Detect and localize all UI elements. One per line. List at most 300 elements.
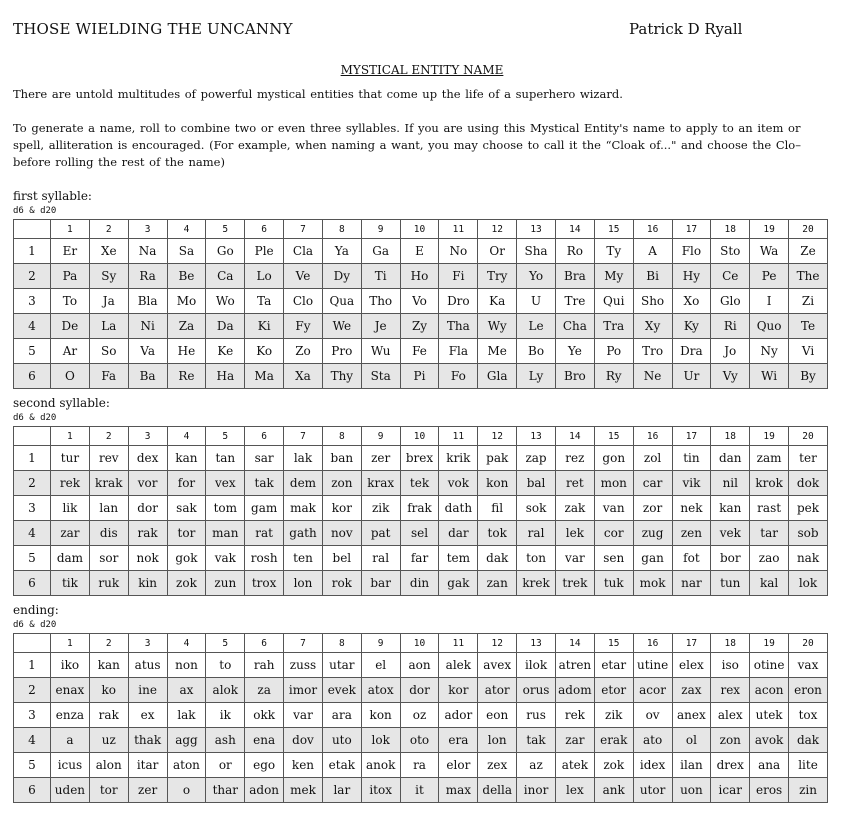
syllable-cell: Ur [672, 364, 711, 389]
section-heading: MYSTICAL ENTITY NAME [340, 63, 504, 77]
syllable-cell: krak [89, 471, 128, 496]
instructions-paragraph: To generate a name, roll to combine two or even three syllables. If you are using this Mystical Entity's name to apply to an item or spell, alliteration is encouraged. (For example, when naming a want, you may choose to call it the “Cloak of..." and choose the Clo– before rolling the rest of the name) [13, 121, 801, 169]
syllable-cell: Zo [284, 339, 323, 364]
syllable-cell: Ja [89, 289, 128, 314]
syllable-cell: pek [789, 496, 828, 521]
table-header-row [14, 634, 828, 653]
row-number: 3 [14, 703, 51, 728]
syllable-cell: Fy [284, 314, 323, 339]
syllable-cell: tor [167, 521, 206, 546]
syllable-cell: brex [400, 446, 439, 471]
table-label-ending: ending: [13, 603, 59, 617]
column-header: 4 [167, 634, 206, 653]
row-number: 6 [14, 571, 51, 596]
syllable-cell: lok [361, 728, 400, 753]
syllable-cell: Ri [711, 314, 750, 339]
syllable-cell: krek [517, 571, 556, 596]
column-header: 10 [400, 427, 439, 446]
column-header: 15 [594, 220, 633, 239]
dice-label-second-syllable: d6 & d20 [13, 413, 57, 423]
syllable-cell: E [400, 239, 439, 264]
column-header: 2 [89, 634, 128, 653]
syllable-cell: kon [361, 703, 400, 728]
syllable-cell: Je [361, 314, 400, 339]
syllable-cell: bor [711, 546, 750, 571]
syllable-cell: O [51, 364, 90, 389]
syllable-cell: To [51, 289, 90, 314]
row-number: 2 [14, 471, 51, 496]
syllable-cell: rus [517, 703, 556, 728]
column-header: 8 [322, 427, 361, 446]
syllable-cell: Ro [555, 239, 594, 264]
syllable-cell: frak [400, 496, 439, 521]
syllable-cell: ine [128, 678, 167, 703]
table-row [14, 778, 828, 803]
syllable-cell: Ka [478, 289, 517, 314]
syllable-cell: dath [439, 496, 478, 521]
table-row [14, 339, 828, 364]
syllable-cell: kin [128, 571, 167, 596]
syllable-cell: zen [672, 521, 711, 546]
syllable-cell: icus [51, 753, 90, 778]
syllable-cell: trox [245, 571, 284, 596]
syllable-cell: elor [439, 753, 478, 778]
syllable-cell: tem [439, 546, 478, 571]
syllable-cell: Xa [284, 364, 323, 389]
syllable-cell: dar [439, 521, 478, 546]
syllable-cell: tor [89, 778, 128, 803]
syllable-cell: tak [517, 728, 556, 753]
syllable-cell: My [594, 264, 633, 289]
syllable-cell: thak [128, 728, 167, 753]
syllable-cell: ena [245, 728, 284, 753]
syllable-cell: Bro [555, 364, 594, 389]
syllable-cell: Lo [245, 264, 284, 289]
syllable-cell: Ho [400, 264, 439, 289]
table-header-row [14, 427, 828, 446]
syllable-cell: zao [750, 546, 789, 571]
syllable-cell: Pe [750, 264, 789, 289]
column-header: 13 [517, 634, 556, 653]
syllable-cell: sak [167, 496, 206, 521]
syllable-cell: A [633, 239, 672, 264]
table-row [14, 289, 828, 314]
syllable-cell: zak [555, 496, 594, 521]
syllable-cell: Tha [439, 314, 478, 339]
column-header: 12 [478, 427, 517, 446]
syllable-cell: Tho [361, 289, 400, 314]
column-header: 19 [750, 427, 789, 446]
syllable-cell: for [167, 471, 206, 496]
syllable-cell: mek [284, 778, 323, 803]
syllable-cell: ra [400, 753, 439, 778]
syllable-cell: Thy [322, 364, 361, 389]
syllable-cell: Xy [633, 314, 672, 339]
syllable-cell: atren [555, 653, 594, 678]
table-row [14, 571, 828, 596]
syllable-cell: gon [594, 446, 633, 471]
syllable-cell: lek [555, 521, 594, 546]
syllable-cell: tar [750, 521, 789, 546]
dice-label-ending: d6 & d20 [13, 620, 57, 630]
table-corner-cell [14, 427, 51, 446]
syllable-cell: ral [517, 521, 556, 546]
syllable-cell: az [517, 753, 556, 778]
syllable-cell: Ry [594, 364, 633, 389]
syllable-cell: tok [478, 521, 517, 546]
syllable-cell: var [555, 546, 594, 571]
syllable-cell: kor [439, 678, 478, 703]
syllable-cell: U [517, 289, 556, 314]
syllable-cell: era [439, 728, 478, 753]
syllable-cell: Sto [711, 239, 750, 264]
column-header: 12 [478, 220, 517, 239]
syllable-cell: oz [400, 703, 439, 728]
syllable-cell: ko [89, 678, 128, 703]
row-number: 1 [14, 653, 51, 678]
syllable-cell: za [245, 678, 284, 703]
syllable-cell: drex [711, 753, 750, 778]
syllable-cell: zok [167, 571, 206, 596]
syllable-cell: sob [789, 521, 828, 546]
syllable-cell: zon [322, 471, 361, 496]
syllable-cell: Me [478, 339, 517, 364]
syllable-cell: Tro [633, 339, 672, 364]
syllable-cell: kon [478, 471, 517, 496]
syllable-cell: utar [322, 653, 361, 678]
syllable-cell: anex [672, 703, 711, 728]
syllable-cell: avok [750, 728, 789, 753]
syllable-cell: fil [478, 496, 517, 521]
syllable-cell: tik [51, 571, 90, 596]
syllable-cell: aon [400, 653, 439, 678]
syllable-cell: kan [89, 653, 128, 678]
table-row [14, 521, 828, 546]
syllable-cell: enax [51, 678, 90, 703]
syllable-cell: Ar [51, 339, 90, 364]
syllable-cell: eron [789, 678, 828, 703]
syllable-cell: ruk [89, 571, 128, 596]
column-header: 17 [672, 427, 711, 446]
syllable-cell: tun [711, 571, 750, 596]
syllable-cell: Vy [711, 364, 750, 389]
column-header: 3 [128, 427, 167, 446]
syllable-cell: atox [361, 678, 400, 703]
syllable-cell: kal [750, 571, 789, 596]
table-row [14, 496, 828, 521]
syllable-cell: mon [594, 471, 633, 496]
column-header: 20 [789, 634, 828, 653]
row-number: 1 [14, 239, 51, 264]
syllable-cell: Po [594, 339, 633, 364]
column-header: 6 [245, 634, 284, 653]
syllable-cell: zam [750, 446, 789, 471]
syllable-cell: el [361, 653, 400, 678]
syllable-cell: man [206, 521, 245, 546]
syllable-cell: Try [478, 264, 517, 289]
syllable-cell: ax [167, 678, 206, 703]
syllable-cell: He [167, 339, 206, 364]
syllable-cell: The [789, 264, 828, 289]
syllable-cell: lar [322, 778, 361, 803]
syllable-cell: krok [750, 471, 789, 496]
syllable-cell: rek [555, 703, 594, 728]
syllable-cell: tin [672, 446, 711, 471]
syllable-cell: Dy [322, 264, 361, 289]
syllable-cell: avex [478, 653, 517, 678]
row-number: 1 [14, 446, 51, 471]
syllable-cell: I [750, 289, 789, 314]
syllable-cell: sok [517, 496, 556, 521]
syllable-cell: gak [439, 571, 478, 596]
syllable-cell: Yo [517, 264, 556, 289]
ending-table [13, 633, 828, 803]
syllable-cell: nek [672, 496, 711, 521]
syllable-cell: gath [284, 521, 323, 546]
syllable-cell: ego [245, 753, 284, 778]
row-number: 3 [14, 289, 51, 314]
syllable-cell: Ty [594, 239, 633, 264]
syllable-cell: ban [322, 446, 361, 471]
syllable-cell: krax [361, 471, 400, 496]
syllable-cell: dem [284, 471, 323, 496]
syllable-cell: non [167, 653, 206, 678]
row-number: 6 [14, 778, 51, 803]
syllable-cell: dex [128, 446, 167, 471]
intro-paragraph: There are untold multitudes of powerful mystical entities that come up the life of a superhero wizard. [13, 87, 623, 101]
syllable-cell: rak [128, 521, 167, 546]
syllable-cell: o [167, 778, 206, 803]
syllable-cell: lan [89, 496, 128, 521]
syllable-cell: By [789, 364, 828, 389]
syllable-cell: Re [167, 364, 206, 389]
syllable-cell: mak [284, 496, 323, 521]
column-header: 5 [206, 634, 245, 653]
row-number: 5 [14, 753, 51, 778]
syllable-cell: ilan [672, 753, 711, 778]
syllable-cell: ara [322, 703, 361, 728]
syllable-cell: Fo [439, 364, 478, 389]
syllable-cell: gok [167, 546, 206, 571]
syllable-cell: Ly [517, 364, 556, 389]
syllable-cell: Sta [361, 364, 400, 389]
syllable-cell: adom [555, 678, 594, 703]
syllable-cell: Ta [245, 289, 284, 314]
syllable-cell: pak [478, 446, 517, 471]
syllable-cell: Da [206, 314, 245, 339]
syllable-cell: della [478, 778, 517, 803]
row-number: 3 [14, 496, 51, 521]
syllable-cell: gam [245, 496, 284, 521]
syllable-cell: zik [361, 496, 400, 521]
syllable-cell: cor [594, 521, 633, 546]
syllable-cell: etak [322, 753, 361, 778]
table-row [14, 446, 828, 471]
syllable-cell: dor [128, 496, 167, 521]
syllable-cell: fot [672, 546, 711, 571]
syllable-cell: van [594, 496, 633, 521]
syllable-cell: lite [789, 753, 828, 778]
syllable-cell: otine [750, 653, 789, 678]
table-label-second-syllable: second syllable: [13, 396, 110, 410]
syllable-cell: far [400, 546, 439, 571]
syllable-cell: Sha [517, 239, 556, 264]
syllable-cell: Wu [361, 339, 400, 364]
syllable-cell: max [439, 778, 478, 803]
syllable-cell: krik [439, 446, 478, 471]
syllable-cell: ana [750, 753, 789, 778]
syllable-cell: Cla [284, 239, 323, 264]
column-header: 4 [167, 427, 206, 446]
syllable-cell: dan [711, 446, 750, 471]
syllable-cell: Bra [555, 264, 594, 289]
syllable-cell: lon [284, 571, 323, 596]
syllable-cell: etor [594, 678, 633, 703]
author-name: Patrick D Ryall [629, 20, 743, 38]
syllable-cell: alon [89, 753, 128, 778]
syllable-cell: zok [594, 753, 633, 778]
syllable-cell: utor [633, 778, 672, 803]
syllable-cell: dor [400, 678, 439, 703]
syllable-cell: evek [322, 678, 361, 703]
syllable-cell: inor [517, 778, 556, 803]
syllable-cell: Xo [672, 289, 711, 314]
syllable-cell: sel [400, 521, 439, 546]
syllable-cell: zer [128, 778, 167, 803]
syllable-cell: zin [789, 778, 828, 803]
syllable-cell: anok [361, 753, 400, 778]
syllable-cell: it [400, 778, 439, 803]
syllable-cell: etar [594, 653, 633, 678]
syllable-cell: Ma [245, 364, 284, 389]
column-header: 13 [517, 427, 556, 446]
syllable-cell: Bla [128, 289, 167, 314]
column-header: 14 [555, 634, 594, 653]
syllable-cell: Go [206, 239, 245, 264]
column-header: 6 [245, 427, 284, 446]
syllable-cell: Ce [711, 264, 750, 289]
syllable-cell: nil [711, 471, 750, 496]
syllable-cell: Flo [672, 239, 711, 264]
syllable-cell: Te [789, 314, 828, 339]
syllable-cell: zar [51, 521, 90, 546]
syllable-cell: Or [478, 239, 517, 264]
syllable-cell: dak [478, 546, 517, 571]
syllable-cell: iso [711, 653, 750, 678]
syllable-cell: to [206, 653, 245, 678]
row-number: 2 [14, 264, 51, 289]
column-header: 4 [167, 220, 206, 239]
column-header: 17 [672, 220, 711, 239]
syllable-cell: Pi [400, 364, 439, 389]
syllable-cell: ral [361, 546, 400, 571]
syllable-cell: Clo [284, 289, 323, 314]
syllable-cell: itox [361, 778, 400, 803]
column-header: 10 [400, 634, 439, 653]
column-header: 10 [400, 220, 439, 239]
syllable-cell: zon [711, 728, 750, 753]
syllable-cell: Ni [128, 314, 167, 339]
second-syllable-table [13, 426, 828, 596]
syllable-cell: or [206, 753, 245, 778]
syllable-cell: lak [284, 446, 323, 471]
table-row [14, 314, 828, 339]
syllable-cell: zol [633, 446, 672, 471]
row-number: 6 [14, 364, 51, 389]
syllable-cell: enza [51, 703, 90, 728]
syllable-cell: Glo [711, 289, 750, 314]
syllable-cell: tan [206, 446, 245, 471]
syllable-cell: Xe [89, 239, 128, 264]
syllable-cell: icar [711, 778, 750, 803]
syllable-cell: sen [594, 546, 633, 571]
column-header: 11 [439, 427, 478, 446]
syllable-cell: Jo [711, 339, 750, 364]
column-header: 16 [633, 634, 672, 653]
syllable-cell: ov [633, 703, 672, 728]
syllable-cell: utek [750, 703, 789, 728]
syllable-cell: Tre [555, 289, 594, 314]
column-header: 11 [439, 634, 478, 653]
syllable-cell: nak [789, 546, 828, 571]
row-number: 5 [14, 339, 51, 364]
syllable-cell: Pa [51, 264, 90, 289]
syllable-cell: Ra [128, 264, 167, 289]
document-title: THOSE WIELDING THE UNCANNY [13, 20, 293, 38]
syllable-cell: Hy [672, 264, 711, 289]
syllable-cell: Ke [206, 339, 245, 364]
syllable-cell: orus [517, 678, 556, 703]
syllable-cell: Ky [672, 314, 711, 339]
column-header: 1 [51, 634, 90, 653]
syllable-cell: rak [89, 703, 128, 728]
syllable-cell: Ple [245, 239, 284, 264]
syllable-cell: uz [89, 728, 128, 753]
column-header: 5 [206, 427, 245, 446]
syllable-cell: Va [128, 339, 167, 364]
syllable-cell: ator [478, 678, 517, 703]
table-row [14, 653, 828, 678]
syllable-cell: rek [51, 471, 90, 496]
column-header: 9 [361, 427, 400, 446]
syllable-cell: zer [361, 446, 400, 471]
syllable-cell: tox [789, 703, 828, 728]
syllable-cell: acor [633, 678, 672, 703]
syllable-cell: zax [672, 678, 711, 703]
syllable-cell: vor [128, 471, 167, 496]
syllable-cell: Ha [206, 364, 245, 389]
column-header: 11 [439, 220, 478, 239]
column-header: 2 [89, 427, 128, 446]
column-header: 1 [51, 427, 90, 446]
syllable-cell: Qua [322, 289, 361, 314]
syllable-cell: iko [51, 653, 90, 678]
syllable-cell: Bo [517, 339, 556, 364]
syllable-cell: Za [167, 314, 206, 339]
syllable-cell: kan [711, 496, 750, 521]
syllable-cell: zan [478, 571, 517, 596]
column-header: 2 [89, 220, 128, 239]
syllable-cell: Ve [284, 264, 323, 289]
syllable-cell: Ye [555, 339, 594, 364]
syllable-cell: alok [206, 678, 245, 703]
syllable-cell: lak [167, 703, 206, 728]
syllable-cell: dis [89, 521, 128, 546]
syllable-cell: ton [517, 546, 556, 571]
row-number: 5 [14, 546, 51, 571]
syllable-cell: Quo [750, 314, 789, 339]
syllable-cell: dok [789, 471, 828, 496]
